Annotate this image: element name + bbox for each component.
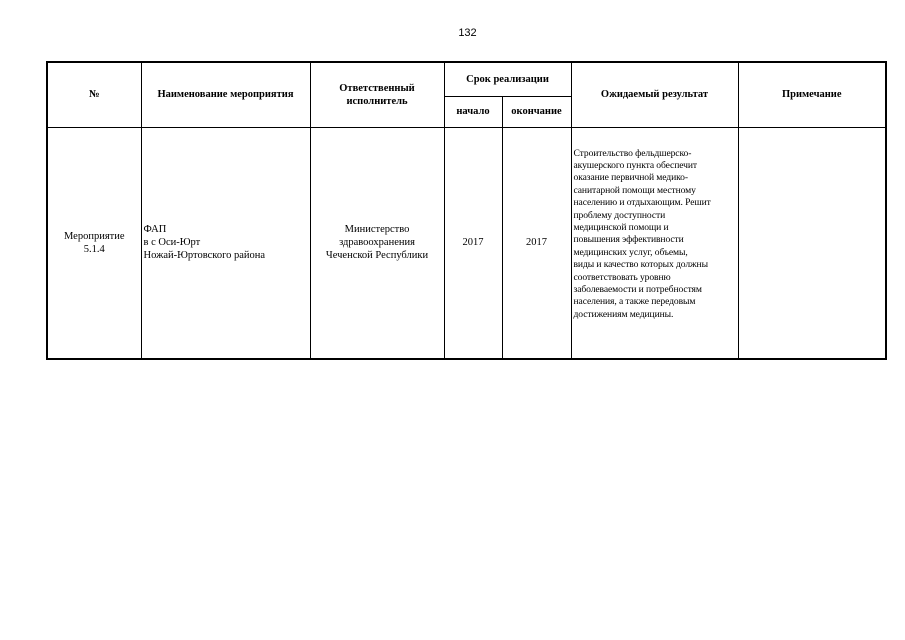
cell-expected-result: Строительство фельдшерско- акушерского пункта обеспечит оказание первичной медико- санитарной помощи местному населению и отдыхающим. Решит проблему доступности медицинской помощи и повышения эффективности медицинских услуг, объемы, виды и качество которых должны соответствовать уровню заболеваемости и потребностям населения, а также передовым достижениям медицины. — [571, 127, 738, 359]
header-end: окончание — [502, 96, 571, 127]
cell-responsible: Министерство здравоохранения Чеченской Республики — [310, 127, 444, 359]
cell-number: Мероприятие 5.1.4 — [47, 127, 141, 359]
cell-note — [738, 127, 886, 359]
header-row — [47, 62, 886, 96]
activities-table — [46, 61, 887, 360]
header-number: № — [47, 62, 141, 127]
cell-activity-name: ФАП в с Оси-Юрт Ножай-Юртовского района — [141, 127, 310, 359]
header-note: Примечание — [738, 62, 886, 127]
header-expected-result: Ожидаемый результат — [571, 62, 738, 127]
header-activity-name: Наименование мероприятия — [141, 62, 310, 127]
page-number: 132 — [458, 27, 477, 39]
header-start: начало — [444, 96, 502, 127]
cell-start-year: 2017 — [444, 127, 502, 359]
header-responsible: Ответственный исполнитель — [310, 62, 444, 127]
cell-end-year: 2017 — [502, 127, 571, 359]
header-period: Срок реализации — [444, 62, 571, 96]
table-row — [47, 127, 886, 359]
